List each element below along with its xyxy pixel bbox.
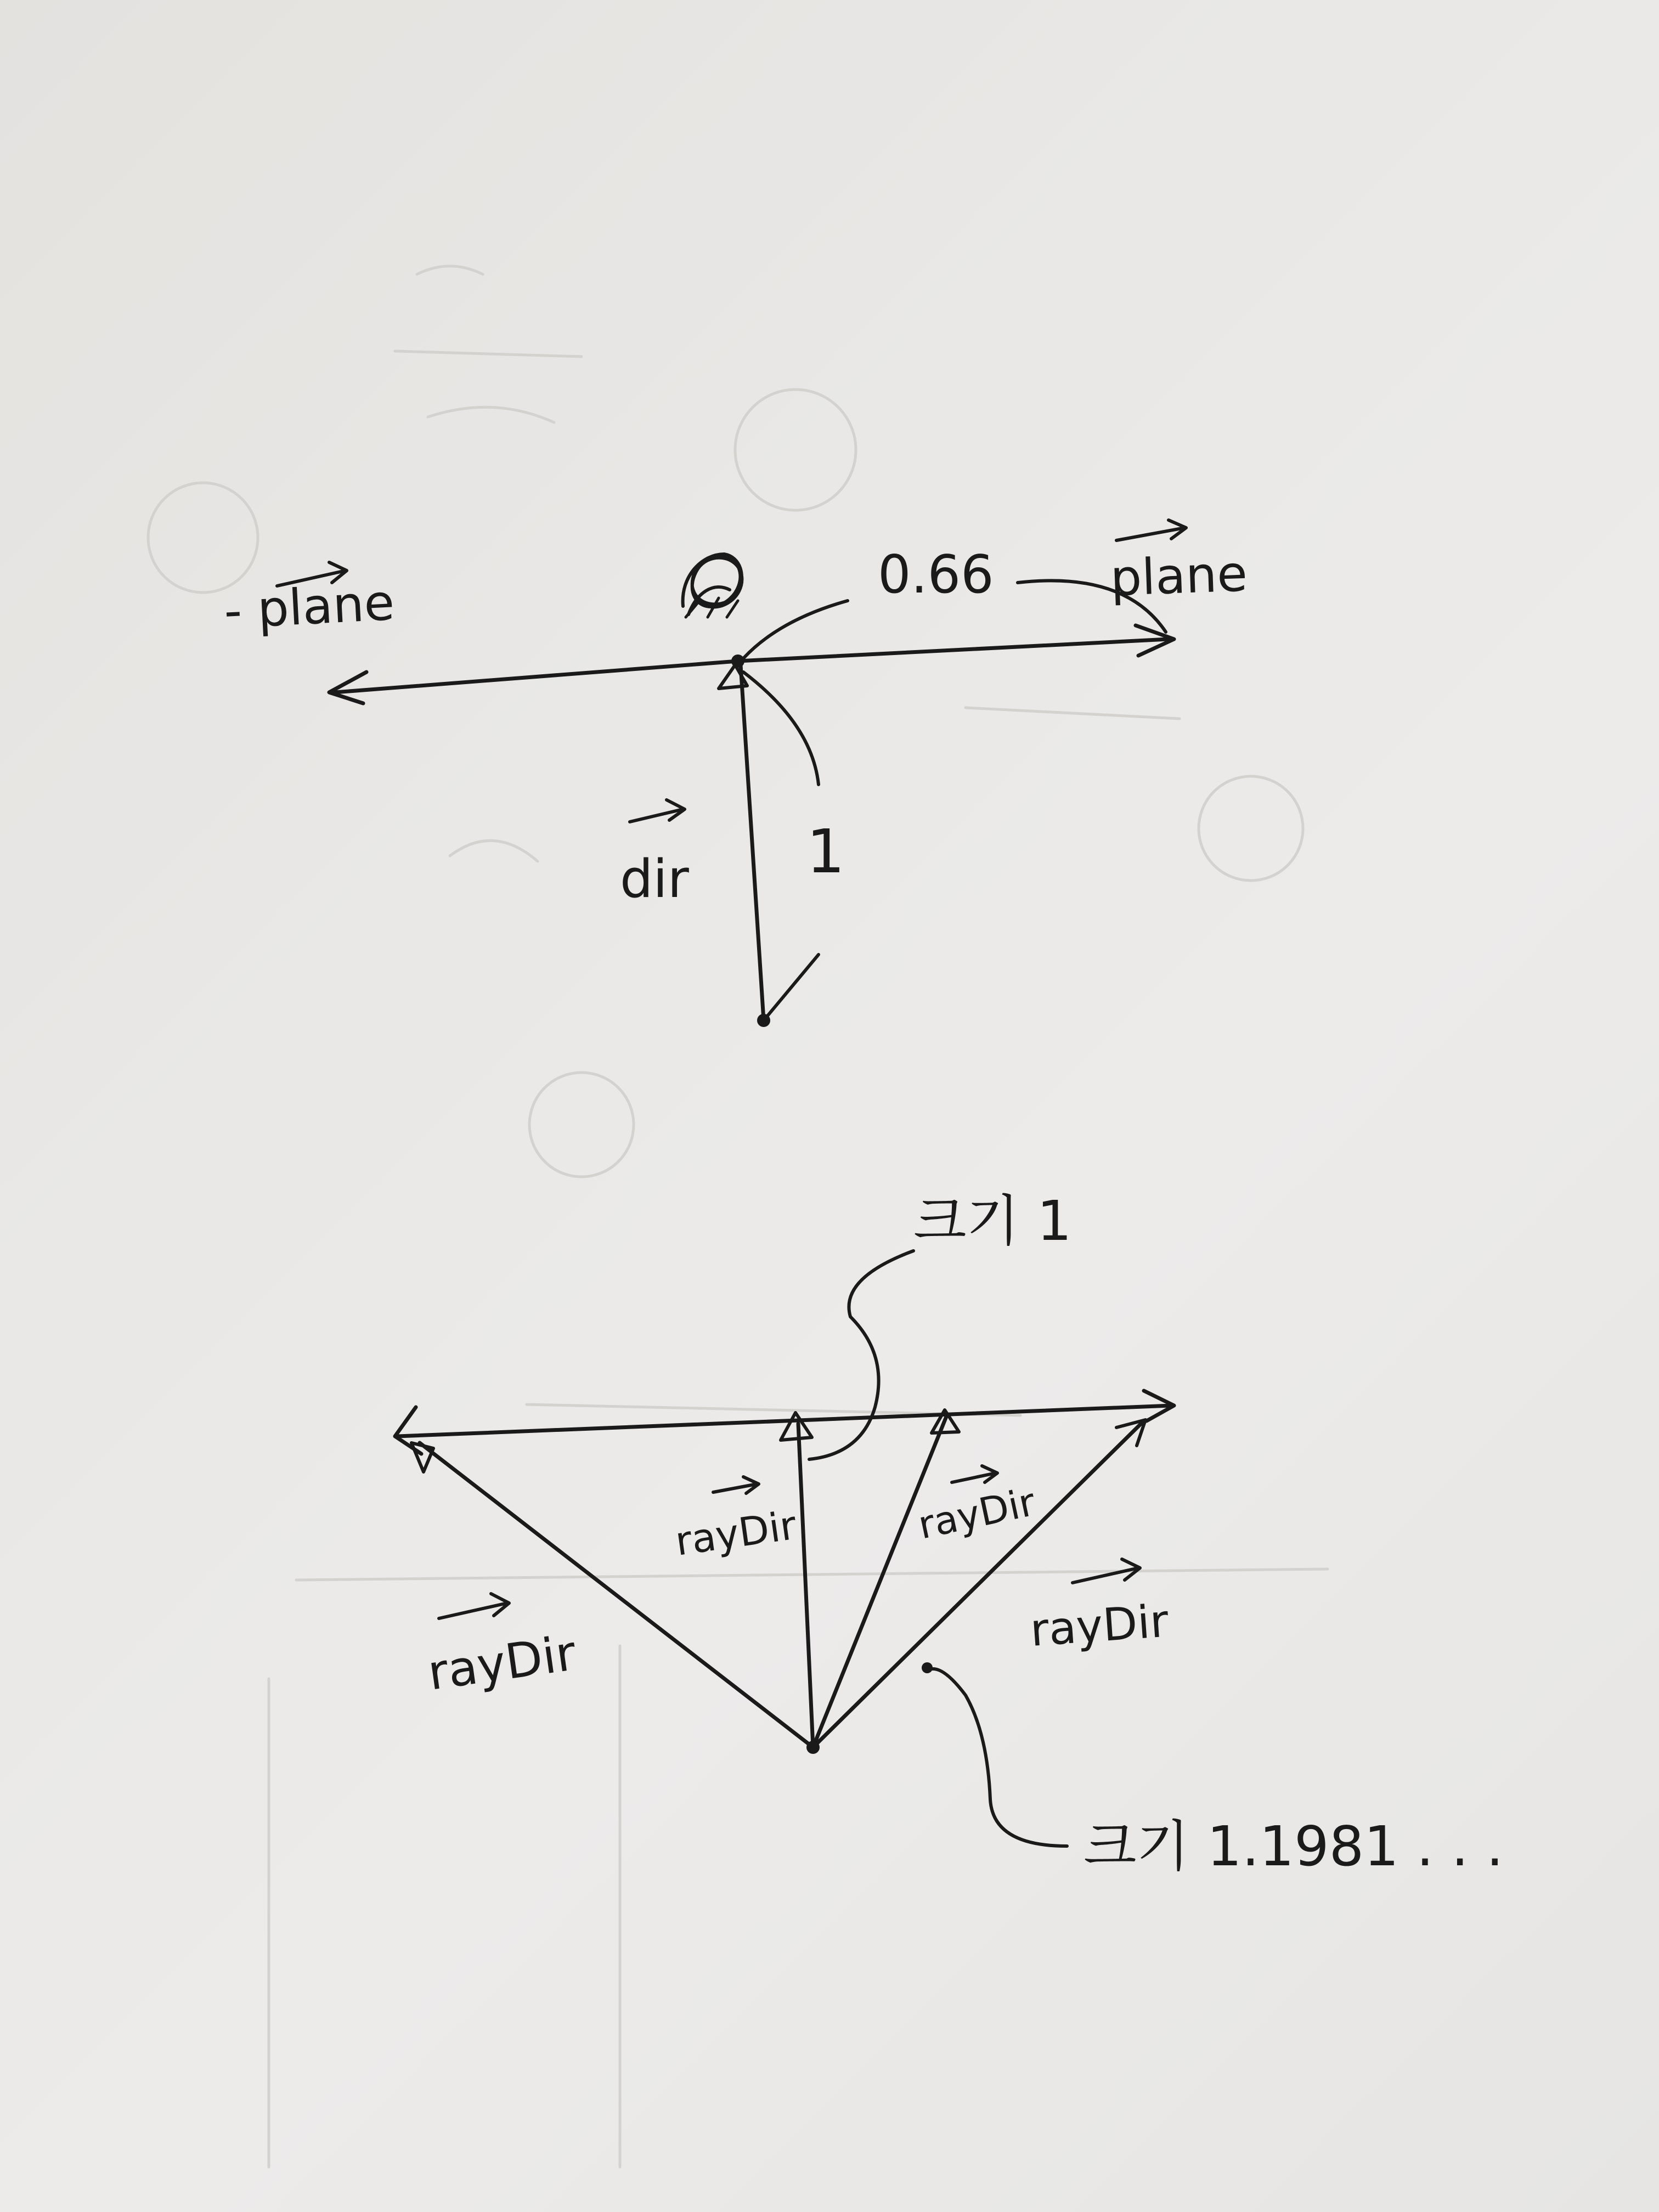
ray-mid xyxy=(813,1417,946,1747)
neg-plane-arrowhead xyxy=(329,672,366,703)
ray-right-label: rayDir xyxy=(1028,1595,1170,1657)
ray-mid-label: rayDir xyxy=(914,1479,1040,1548)
top-diagram xyxy=(223,520,1249,1027)
ray-center xyxy=(798,1424,813,1747)
neg-plane-arrow xyxy=(335,661,738,692)
ray-center-hat xyxy=(713,1477,759,1493)
ray-left-label: rayDir xyxy=(424,1624,579,1701)
ray-center-label: rayDir xyxy=(672,1502,799,1565)
dir-vector-line xyxy=(741,665,764,1020)
neg-plane-label: - plane xyxy=(222,573,396,640)
size-11981-pointer xyxy=(927,1669,1067,1846)
length-1-brace xyxy=(743,672,819,785)
size-1-pointer xyxy=(809,1251,913,1459)
ray-left-hat xyxy=(439,1594,509,1618)
center-ray-tip-marker xyxy=(781,1413,812,1440)
length-1-label: 1 xyxy=(806,816,845,887)
camera-plane-left-arrowhead xyxy=(395,1407,421,1454)
dir-hat xyxy=(630,800,685,822)
left-ray-tip-marker xyxy=(411,1443,433,1472)
plane-label: plane xyxy=(1109,545,1249,607)
label-0-66: 0.66 xyxy=(878,545,994,605)
bottom-camera-dot xyxy=(806,1741,820,1754)
plane-arrow xyxy=(738,639,1169,661)
plane-hat xyxy=(1116,520,1186,540)
size-1-label: 크기 1 xyxy=(913,1189,1072,1253)
bottom-diagram xyxy=(395,1189,1504,1878)
label-0-66-pointer xyxy=(743,601,848,658)
dir-label: dir xyxy=(620,849,689,910)
ray-right xyxy=(813,1421,1144,1747)
scribbled-out-word xyxy=(683,554,742,617)
ray-mid-hat xyxy=(952,1466,997,1482)
size-11981-label: 크기 1.1981 . . . xyxy=(1084,1814,1504,1878)
